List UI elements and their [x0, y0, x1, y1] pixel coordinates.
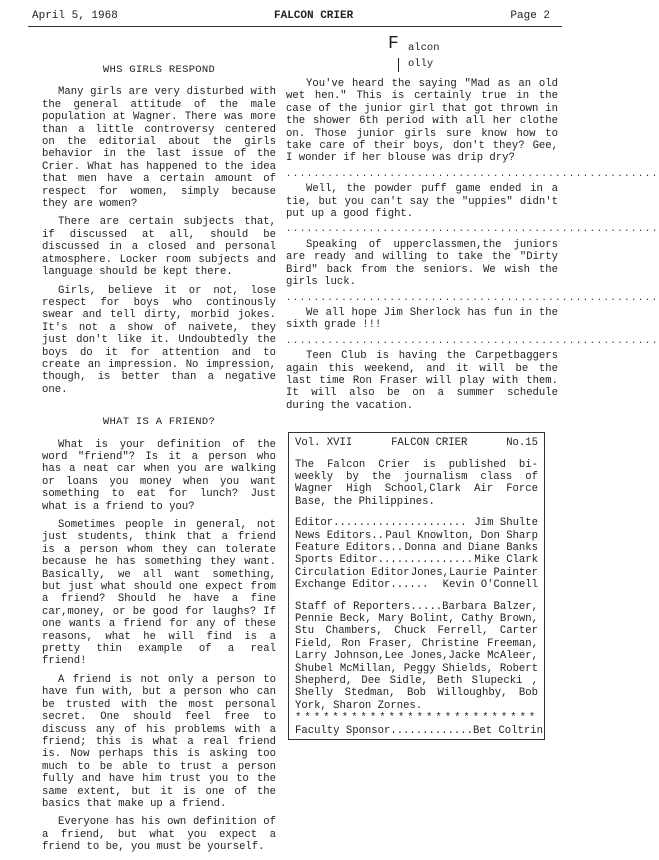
- reporters-list: Staff of Reporters.....Barbara Balzer, Pennie Beck, Mary Bolint, Cathy Brown, Stu Chambers, Chuck Ferrell, Carter Field, Ron Fraser, Christine Freeman, Larry Johnson,Lee Jones,Jacke McAleer, Shubel McMillan, Peggy Shields, Robert Shepherd, Dee Sidle, Beth Slupecki , Shelly Stedman, Bob Willoughby, Bob York, Sharon Zornes.: [295, 600, 538, 712]
- issue-date: April 5, 1968: [32, 10, 118, 22]
- page-header: [32, 10, 556, 24]
- column-item: Well, the powder puff game ended in a tie, but you can't say the "uppies" didn't put up a good fight.: [286, 183, 558, 221]
- staff-row: [295, 554, 538, 566]
- masthead-row: [295, 437, 538, 449]
- heading-olly: olly: [408, 58, 434, 70]
- page-number: Page 2: [510, 10, 550, 22]
- staff-role: Editor.....................: [295, 517, 467, 530]
- column-item: You've heard the saying "Mad as an old wet hen." This is certainly true in the case of the junior girl that got thrown in the shower 6th period with all her clothe on. Those junior girls sure know how to take care of their boys, don't they? Gee, I wonder if her blouse was drip dry?: [286, 78, 558, 165]
- sponsor-row: [295, 724, 543, 737]
- dotted-separator: ......................................................: [286, 335, 659, 346]
- column-item: We all hope Jim Sherlock has fun in the sixth grade !!!: [286, 306, 558, 332]
- sponsor-name: Bet Coltrin: [473, 724, 543, 737]
- column-item: Speaking of upperclassmen,the juniors are ready and willing to take the "Dirty Bird" back from the seniors. We wish the girls luck.: [286, 238, 558, 289]
- header-rule: [28, 26, 562, 27]
- masthead-title: FALCON CRIER: [274, 10, 354, 22]
- staff-name: Jones,Laurie Painter: [410, 566, 538, 579]
- star-separator: **************************: [295, 712, 539, 725]
- staff-row: [295, 567, 538, 579]
- falcon-folly-heading: [286, 30, 558, 76]
- dotted-separator: ......................................................: [286, 168, 659, 179]
- staff-name: Mike Clark: [474, 554, 538, 567]
- right-column: [286, 30, 659, 740]
- staff-name: Paul Knowlton, Don Sharp: [385, 529, 538, 542]
- staff-role: News Editors..: [295, 529, 385, 542]
- heading-alcon: alcon: [408, 42, 440, 54]
- staff-row: [295, 542, 538, 554]
- staff-row: [295, 530, 538, 542]
- masthead-name: FALCON CRIER: [391, 437, 468, 450]
- column-item: Teen Club is having the Carpetbaggers again this weekend, and it will be the last time Ron Fraser will play with them. It will also be on a summer schedule during the vacation.: [286, 350, 558, 412]
- staff-role: Sports Editor...............: [295, 554, 474, 567]
- article-paragraph: What is your definition of the word "friend"? Is it a person who has a neat car when you are walking or loans you money when you want something to eat for lunch? Just what is a friend to you?: [42, 438, 276, 513]
- staff-role: Exchange Editor......: [295, 579, 429, 592]
- article-heading-friend: WHAT IS A FRIEND?: [102, 416, 216, 429]
- staff-name: Kevin O'Connell: [442, 579, 538, 592]
- sponsor-role: Faculty Sponsor.............: [295, 724, 474, 737]
- heading-bar: [398, 58, 400, 72]
- article-paragraph: Sometimes people in general, not just students, think that a friend is a person whom they can tolerate because he has something they want. Basically, we all want something, but just what should one expect from a friend? Should he have a fine car,money, or be good for laughs? If one wants a friend for any of these reasons, what he will find is a pretty thin example of a real friend!: [42, 519, 276, 668]
- volume-label: Vol. XVII: [295, 437, 353, 450]
- dotted-separator: ......................................................: [286, 224, 659, 235]
- masthead-box: [288, 432, 545, 740]
- staff-role: Circulation Editor: [295, 566, 410, 579]
- staff-name: Donna and Diane Banks: [404, 542, 538, 554]
- article-paragraph: Everyone has his own definition of a friend, but what you expect a friend to be, you must be yourself.: [42, 816, 276, 854]
- publication-description: The Falcon Crier is published bi-weekly by the journalism class of Wagner High School,Clark Air Force Base, the Philippines.: [295, 458, 538, 508]
- article-paragraph: Many girls are very disturbed with the general attitude of the male population at Wagner. There was more than a little controversy centered on the editorial about the girls behavior in the last issue of the Crier. What has happened to the idea that men have a certain amount of respect for women, simply because they are women?: [42, 86, 276, 211]
- heading-letter-f: F: [388, 34, 399, 54]
- article-paragraph: Girls, believe it or not, lose respect for boys who continously swear and tell dirty, morbid jokes. It's not a show of naivete, they just don't like it. Undoubtedly the boys do it for attention and to create an impression. No impression, though, is better than a negative one.: [42, 284, 276, 396]
- dotted-separator: ......................................................: [286, 292, 659, 303]
- staff-role: Feature Editors..: [295, 542, 404, 554]
- left-column: [42, 64, 276, 860]
- article-paragraph: There are certain subjects that, if discussed at all, should be discussed in a closed and personal atmosphere. Locker room subjects and language should be kept there.: [42, 216, 276, 279]
- article-paragraph: A friend is not only a person to have fun with, but a person who can be trusted with the most personal secret. One should feel free to discuss any of his problems with a friend; this is what a real friend is. Now perhaps this is asking too much to be able to trust a person fully and have him trust you to the same extent, but it is one of the basics that make up a friend.: [42, 673, 276, 810]
- staff-name: Jim Shulte: [474, 517, 538, 530]
- staff-row: [295, 517, 538, 529]
- staff-row: [295, 579, 538, 591]
- issue-number: No.15: [506, 437, 538, 450]
- article-heading-girls-respond: WHS GIRLS RESPOND: [102, 64, 216, 76]
